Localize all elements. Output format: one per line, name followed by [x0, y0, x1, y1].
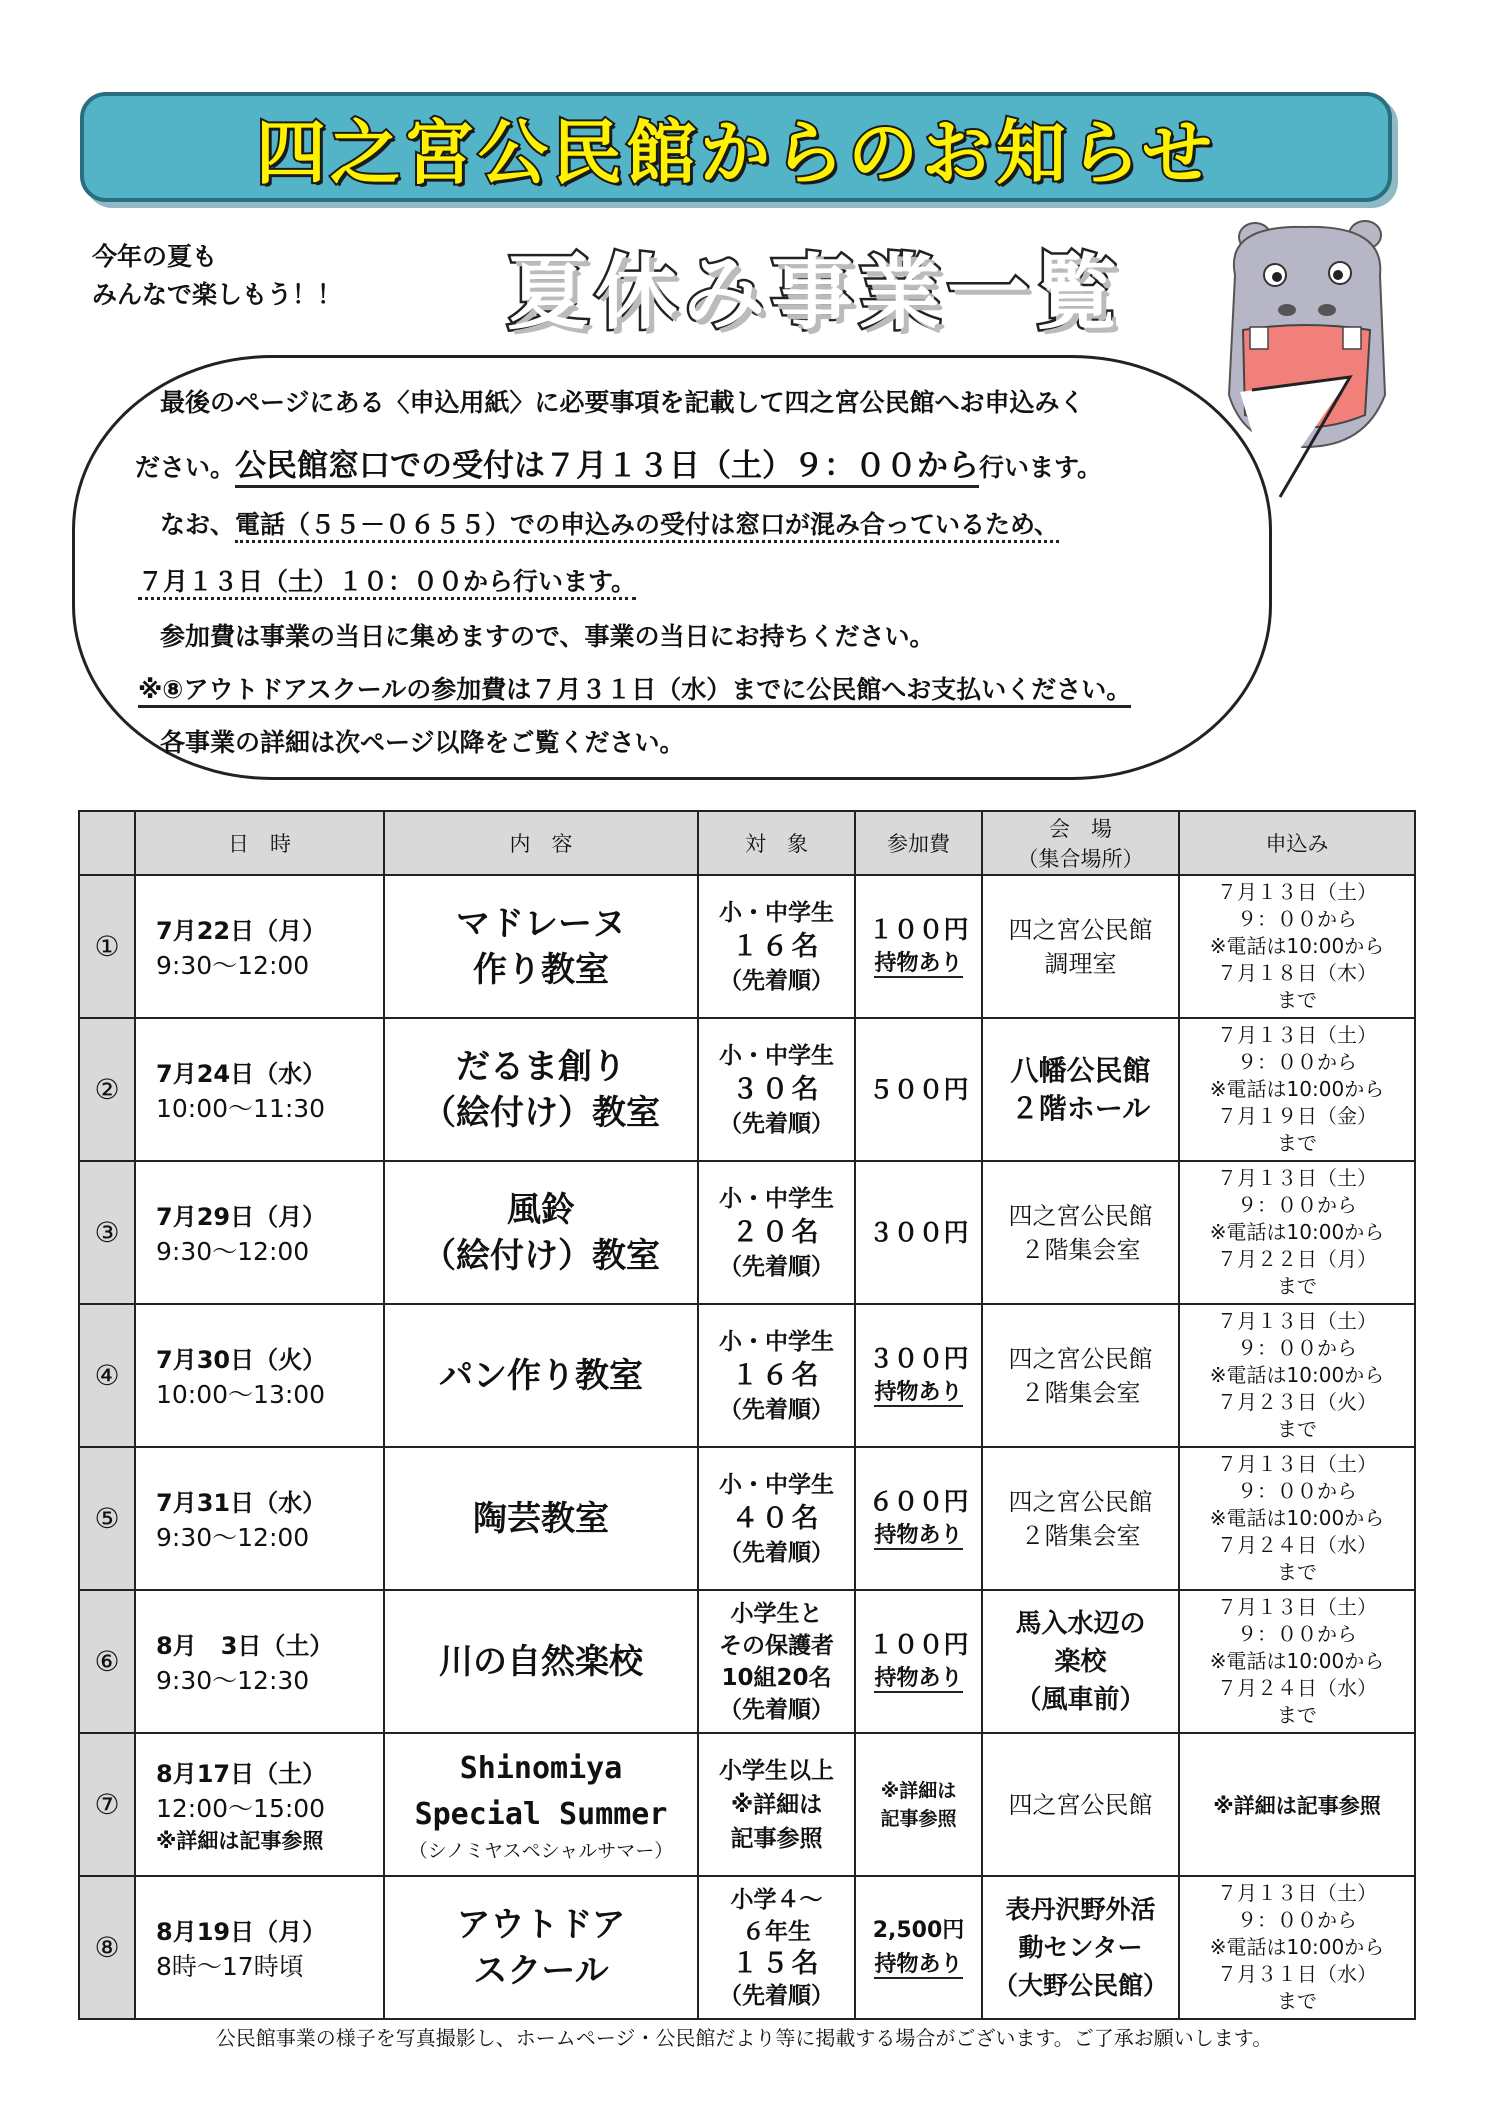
row-datetime: 7月22日（月） 9:30～12:00: [135, 875, 384, 1018]
table-row: [79, 1733, 1415, 1876]
row-target: 小・中学生 ３０名 （先着順）: [698, 1018, 855, 1161]
row-target: 小・中学生 ２０名 （先着順）: [698, 1161, 855, 1304]
header-fee: 参加費: [855, 811, 982, 875]
table-header-row: [79, 811, 1415, 875]
row-target: 小学４～ ６年生 １５名 （先着順）: [698, 1876, 855, 2019]
row-venue: 四之宮公民館 ２階集会室: [982, 1161, 1179, 1304]
row-fee: ３００円: [855, 1161, 982, 1304]
row-venue: 四之宮公民館: [982, 1733, 1179, 1876]
row-venue: 八幡公民館 ２階ホール: [982, 1018, 1179, 1161]
row-number: ②: [79, 1018, 135, 1161]
row-datetime: 7月31日（水） 9:30～12:00: [135, 1447, 384, 1590]
table-row: [79, 875, 1415, 1018]
row-target: 小・中学生 １６名 （先着順）: [698, 875, 855, 1018]
row-datetime: 8月17日（土） 12:00～15:00 ※詳細は記事参照: [135, 1733, 384, 1876]
header-datetime: 日 時: [135, 811, 384, 875]
notice-line-2: ださい。公民館窓口での受付は７月１３日（土）９：００から行います。: [135, 440, 1102, 485]
main-heading: 夏休み事業一覧: [506, 245, 1123, 341]
row-venue: 四之宮公民館 ２階集会室: [982, 1304, 1179, 1447]
header-target: 対 象: [698, 811, 855, 875]
counter-reception-info: 公民館窓口での受付は７月１３日（土）９：００から: [235, 448, 979, 488]
tagline: [92, 238, 342, 314]
row-fee: １００円 持物あり: [855, 875, 982, 1018]
row-content: 川の自然楽校: [384, 1590, 698, 1733]
footer-note: 公民館事業の様子を写真撮影し、ホームページ・公民館だより等に掲載する場合がございます。ご了承お願いします。: [215, 2026, 1273, 2050]
row-fee: 2,500円 持物あり: [855, 1876, 982, 2019]
row-apply: ７月１３日（土） ９：００から ※電話は10:00から ７月１８日（木） まで: [1179, 875, 1415, 1018]
row-fee: ３００円 持物あり: [855, 1304, 982, 1447]
row-target: 小・中学生 ４０名 （先着順）: [698, 1447, 855, 1590]
row-number: ⑤: [79, 1447, 135, 1590]
row-content: アウトドア スクール: [384, 1876, 698, 2019]
row-datetime: 7月24日（水） 10:00～11:30: [135, 1018, 384, 1161]
row-content: マドレーヌ 作り教室: [384, 875, 698, 1018]
row-number: ⑦: [79, 1733, 135, 1876]
row-target: 小・中学生 １６名 （先着順）: [698, 1304, 855, 1447]
row-apply: ７月１３日（土） ９：００から ※電話は10:00から ７月３１日（水） まで: [1179, 1876, 1415, 2019]
phone-reception-info: 電話（５５－０６５５）での申込みの受付は窓口が混み合っているため、: [235, 510, 1059, 543]
row-target: 小学生以上 ※詳細は 記事参照: [698, 1733, 855, 1876]
row-content: 風鈴 （絵付け）教室: [384, 1161, 698, 1304]
row-number: ⑥: [79, 1590, 135, 1733]
row-number: ③: [79, 1161, 135, 1304]
row-content: だるま創り （絵付け）教室: [384, 1018, 698, 1161]
row-content: Shinomiya Special Summer （シノミヤスペシャルサマー）: [384, 1733, 698, 1876]
row-venue: 四之宮公民館 調理室: [982, 875, 1179, 1018]
row-number: ①: [79, 875, 135, 1018]
notice-line-6: ※⑧アウトドアスクールの参加費は７月３１日（水）までに公民館へお支払いください。: [138, 670, 1131, 706]
row-venue: 四之宮公民館 ２階集会室: [982, 1447, 1179, 1590]
row-number: ④: [79, 1304, 135, 1447]
notice-line-1: 最後のページにある〈申込用紙〉に必要事項を記載して四之宮公民館へお申込みく: [160, 388, 1085, 417]
row-fee: ※詳細は 記事参照: [855, 1733, 982, 1876]
row-venue: 馬入水辺の 楽校 （風車前）: [982, 1590, 1179, 1733]
row-fee: ５００円: [855, 1018, 982, 1161]
header-banner: [80, 92, 1392, 202]
row-apply: ７月１３日（土） ９：００から ※電話は10:00から ７月２２日（月） まで: [1179, 1161, 1415, 1304]
header-venue: 会 場 （集合場所）: [982, 811, 1179, 875]
row-fee: ６００円 持物あり: [855, 1447, 982, 1590]
table-row: [79, 1161, 1415, 1304]
row-datetime: 8月19日（月） 8時～17時頃: [135, 1876, 384, 2019]
notice-line-5: 参加費は事業の当日に集めますので、事業の当日にお持ちください。: [160, 622, 935, 651]
tagline-line2: みんなで楽しもう！！: [92, 280, 343, 309]
row-apply: ７月１３日（土） ９：００から ※電話は10:00から ７月２４日（水） まで: [1179, 1447, 1415, 1590]
header-content: 内 容: [384, 811, 698, 875]
row-datetime: 7月30日（火） 10:00～13:00: [135, 1304, 384, 1447]
row-fee: １００円 持物あり: [855, 1590, 982, 1733]
header-apply: 申込み: [1179, 811, 1415, 875]
table-row: [79, 1018, 1415, 1161]
bubble-tail: [1240, 372, 1360, 512]
row-apply: ７月１３日（土） ９：００から ※電話は10:00から ７月２４日（水） まで: [1179, 1590, 1415, 1733]
table-row: [79, 1304, 1415, 1447]
row-content: パン作り教室: [384, 1304, 698, 1447]
tagline-line1: 今年の夏も: [92, 242, 218, 271]
row-apply: ７月１３日（土） ９：００から ※電話は10:00から ７月１９日（金） まで: [1179, 1018, 1415, 1161]
table-row: [79, 1447, 1415, 1590]
notice-line-4: ７月１３日（土）１０：００から行います。: [138, 562, 636, 598]
row-target: 小学生と その保護者 10組20名 （先着順）: [698, 1590, 855, 1733]
notice-line-3: なお、電話（５５－０６５５）での申込みの受付は窓口が混み合っているため、: [160, 505, 1059, 541]
row-apply: ７月１３日（土） ９：００から ※電話は10:00から ７月２３日（火） まで: [1179, 1304, 1415, 1447]
header-number: [79, 811, 135, 875]
row-apply: ※詳細は記事参照: [1179, 1733, 1415, 1876]
row-datetime: 7月29日（月） 9:30～12:00: [135, 1161, 384, 1304]
row-venue: 表丹沢野外活 動センター （大野公民館）: [982, 1876, 1179, 2019]
row-number: ⑧: [79, 1876, 135, 2019]
banner-title: 四之宮公民館からのお知らせ: [256, 111, 1216, 194]
notice-line-7: 各事業の詳細は次ページ以降をご覧ください。: [160, 728, 685, 757]
events-table: [78, 810, 1416, 2020]
row-datetime: 8月 3日（土） 9:30～12:30: [135, 1590, 384, 1733]
table-row: [79, 1876, 1415, 2019]
row-content: 陶芸教室: [384, 1447, 698, 1590]
table-row: [79, 1590, 1415, 1733]
